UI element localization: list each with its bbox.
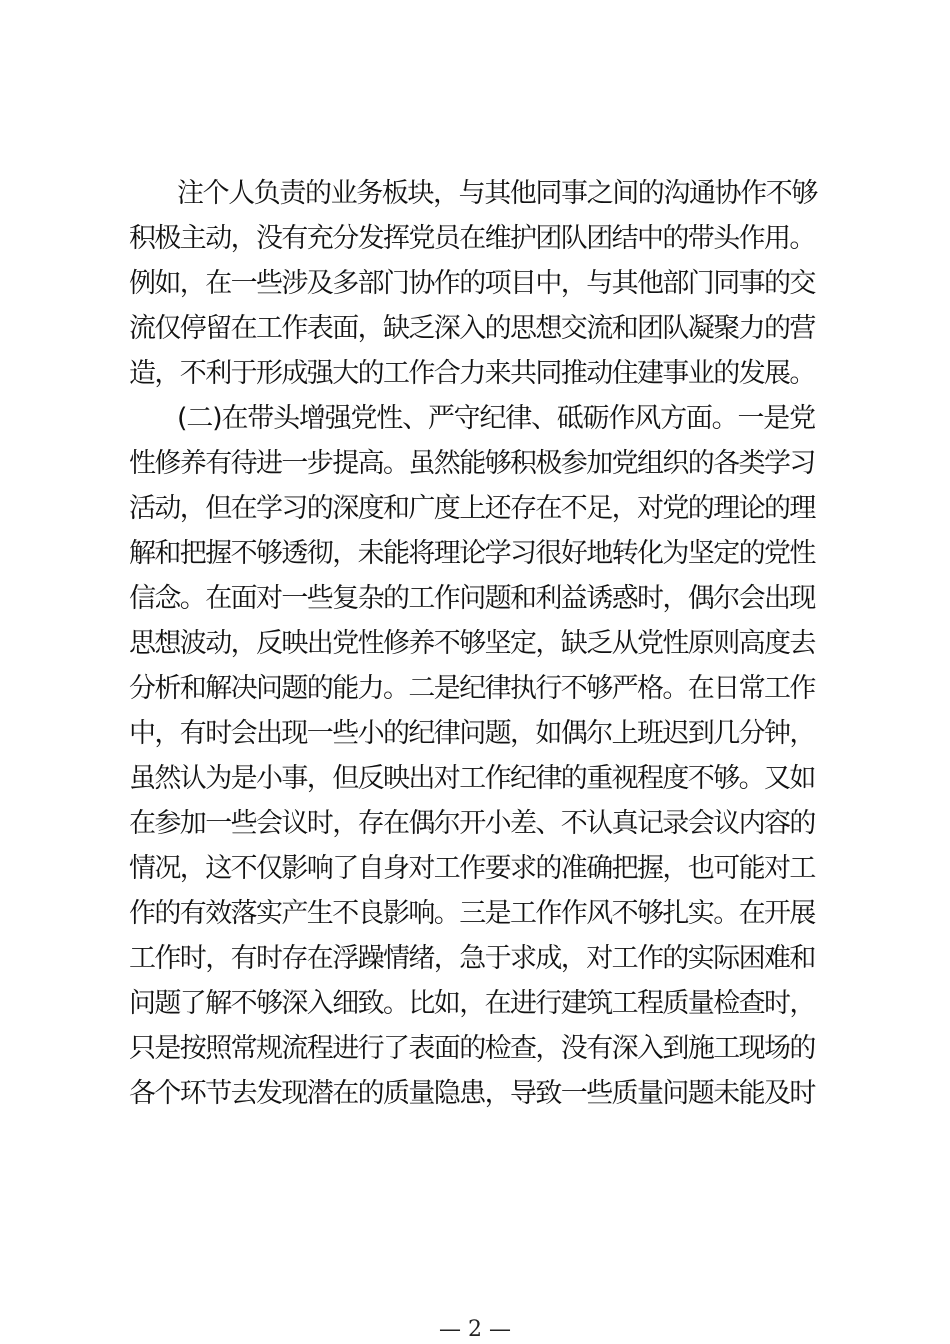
paragraph-line: 解和把握不够透彻，未能将理论学习很好地转化为坚定的党性 xyxy=(129,538,815,569)
paragraph-line: 注个人负责的业务板块，与其他同事之间的沟通协作不够 xyxy=(177,178,817,209)
paragraph-line: 只是按照常规流程进行了表面的检查，没有深入到施工现场的 xyxy=(129,1033,815,1064)
paragraph-line: 问题了解不够深入细致。比如，在进行建筑工程质量检查时， xyxy=(129,988,815,1019)
page-number: — 2 — xyxy=(439,1317,511,1342)
paragraph-line: 虽然认为是小事，但反映出对工作纪律的重视程度不够。又如 xyxy=(129,763,815,794)
paragraph-line: 例如，在一些涉及多部门协作的项目中，与其他部门同事的交 xyxy=(129,268,815,299)
paragraph-line: 活动，但在学习的深度和广度上还存在不足，对党的理论的理 xyxy=(129,493,815,524)
paragraph-line: 造，不利于形成强大的工作合力来共同推动住建事业的发展。 xyxy=(129,358,815,389)
paragraph-line: 积极主动，没有充分发挥党员在维护团队团结中的带头作用。 xyxy=(129,223,815,254)
paragraph-line: 各个环节去发现潜在的质量隐患，导致一些质量问题未能及时 xyxy=(129,1078,815,1109)
paragraph-line: 性修养有待进一步提高。虽然能够积极参加党组织的各类学习 xyxy=(129,448,815,479)
paragraph-line: 信念。在面对一些复杂的工作问题和利益诱惑时，偶尔会出现 xyxy=(129,583,815,614)
paragraph-line: 分析和解决问题的能力。二是纪律执行不够严格。在日常工作 xyxy=(129,673,815,704)
section-heading-line: (二)在带头增强党性、严守纪律、砥砺作风方面。一是党 xyxy=(177,403,815,434)
paragraph-line: 思想波动，反映出党性修养不够坚定，缺乏从党性原则高度去 xyxy=(129,628,815,659)
paragraph-line: 作的有效落实产生不良影响。三是工作作风不够扎实。在开展 xyxy=(129,898,815,929)
paragraph-line: 流仅停留在工作表面，缺乏深入的思想交流和团队凝聚力的营 xyxy=(129,313,815,344)
paragraph-line: 在参加一些会议时，存在偶尔开小差、不认真记录会议内容的 xyxy=(129,808,815,839)
paragraph-line: 情况，这不仅影响了自身对工作要求的准确把握，也可能对工 xyxy=(129,853,815,884)
paragraph-line: 工作时，有时存在浮躁情绪，急于求成，对工作的实际困难和 xyxy=(129,943,815,974)
paragraph-line: 中，有时会出现一些小的纪律问题，如偶尔上班迟到几分钟， xyxy=(129,718,815,749)
